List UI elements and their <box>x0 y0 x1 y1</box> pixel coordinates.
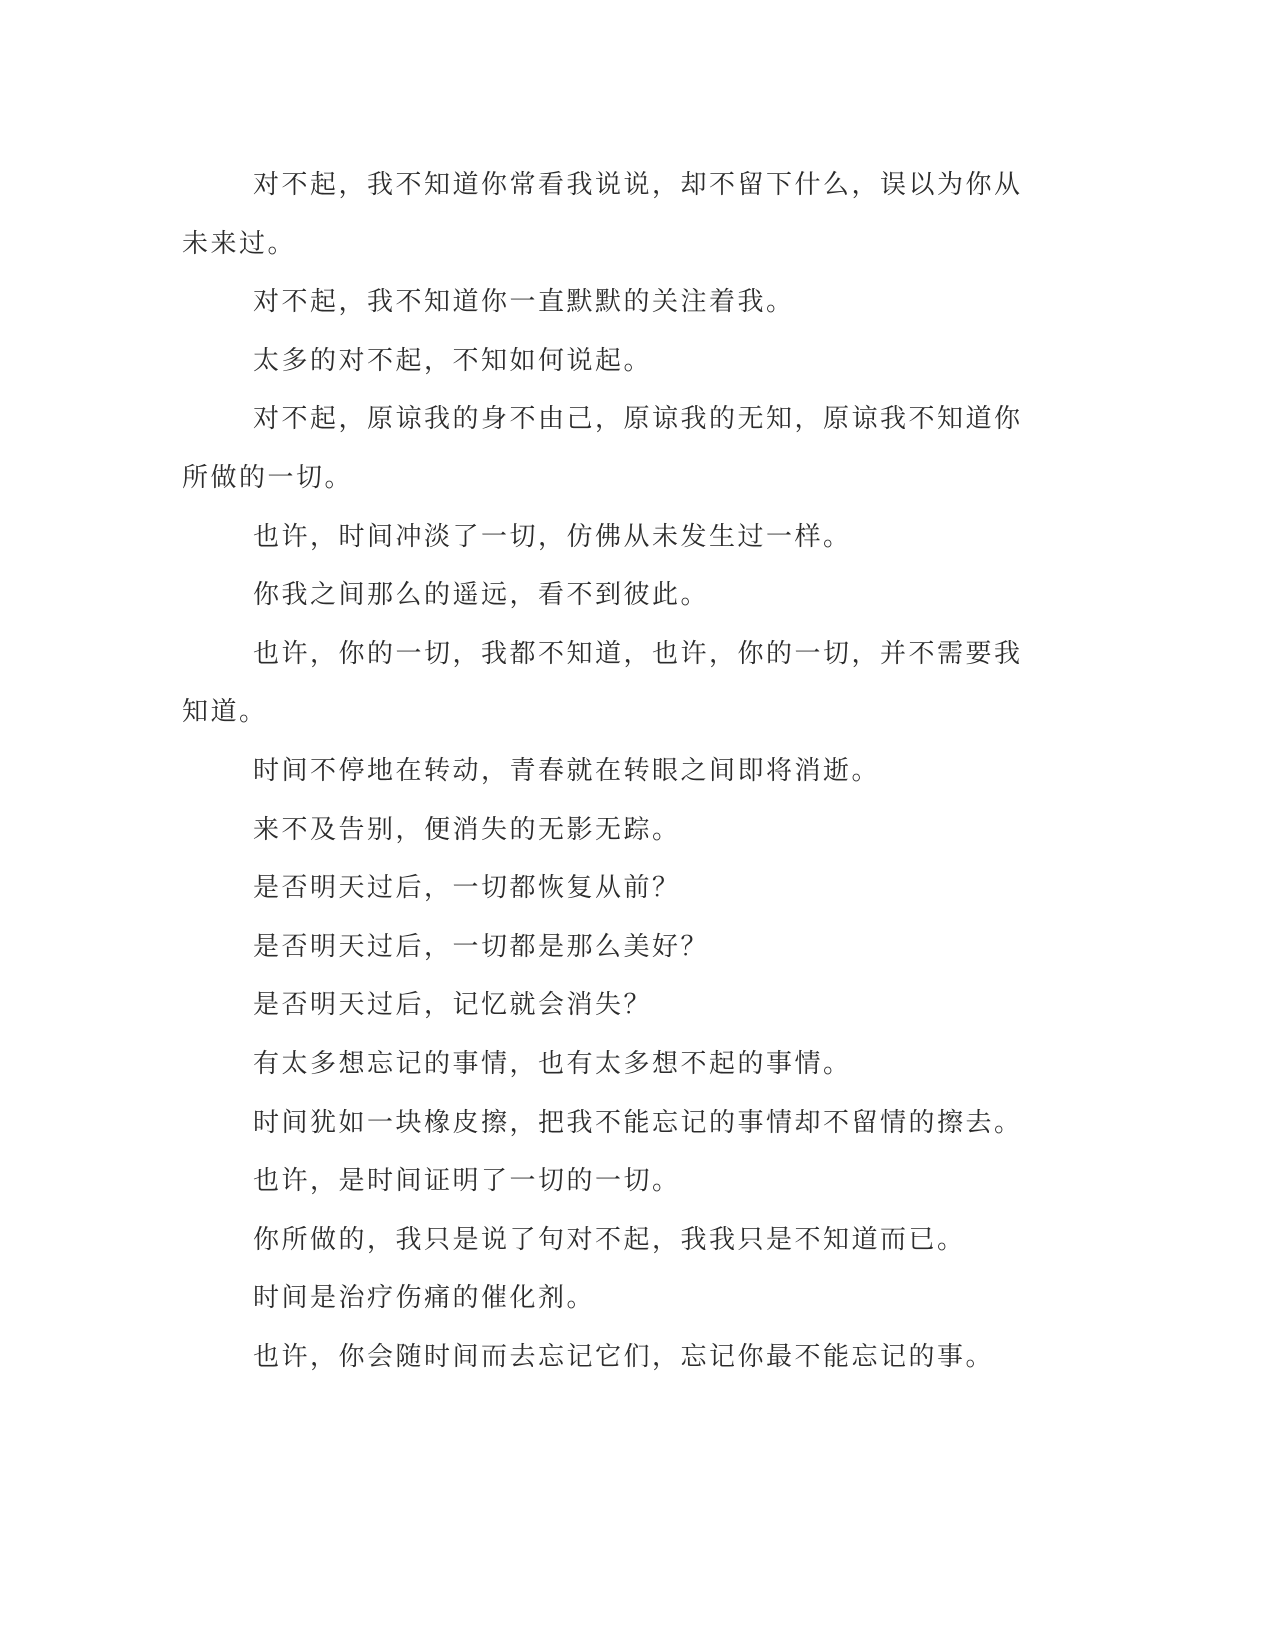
paragraph: 对不起，我不知道你常看我说说，却不留下什么，误以为你从未来过。 <box>182 170 1023 259</box>
paragraph: 来不及告别，便消失的无影无踪。 <box>253 814 681 845</box>
paragraph: 你我之间那么的遥远，看不到彼此。 <box>253 580 710 611</box>
paragraph: 也许，是时间证明了一切的一切。 <box>253 1166 681 1197</box>
paragraph: 也许，时间冲淡了一切，仿佛从未发生过一样。 <box>253 521 852 552</box>
paragraph: 对不起，我不知道你一直默默的关注着我。 <box>253 287 795 318</box>
paragraph: 是否明天过后，一切都是那么美好？ <box>253 931 710 962</box>
paragraph: 对不起，原谅我的身不由己，原谅我的无知，原谅我不知道你所做的一切。 <box>182 404 1023 493</box>
paragraph: 时间犹如一块橡皮擦，把我不能忘记的事情却不留情的擦去。 <box>253 1107 1023 1138</box>
paragraph: 也许，你会随时间而去忘记它们，忘记你最不能忘记的事。 <box>253 1341 995 1372</box>
paragraph: 是否明天过后，记忆就会消失？ <box>253 990 653 1021</box>
paragraph: 太多的对不起，不知如何说起。 <box>253 345 653 376</box>
document-body <box>182 156 1042 1386</box>
paragraph: 是否明天过后，一切都恢复从前？ <box>253 873 681 904</box>
paragraph: 也许，你的一切，我都不知道，也许，你的一切，并不需要我知道。 <box>182 638 1023 728</box>
paragraph: 有太多想忘记的事情，也有太多想不起的事情。 <box>253 1048 852 1079</box>
paragraph: 你所做的，我只是说了句对不起，我我只是不知道而已。 <box>253 1224 966 1255</box>
paragraph: 时间是治疗伤痛的催化剂。 <box>253 1283 596 1314</box>
paragraph: 时间不停地在转动，青春就在转眼之间即将消逝。 <box>253 755 881 786</box>
